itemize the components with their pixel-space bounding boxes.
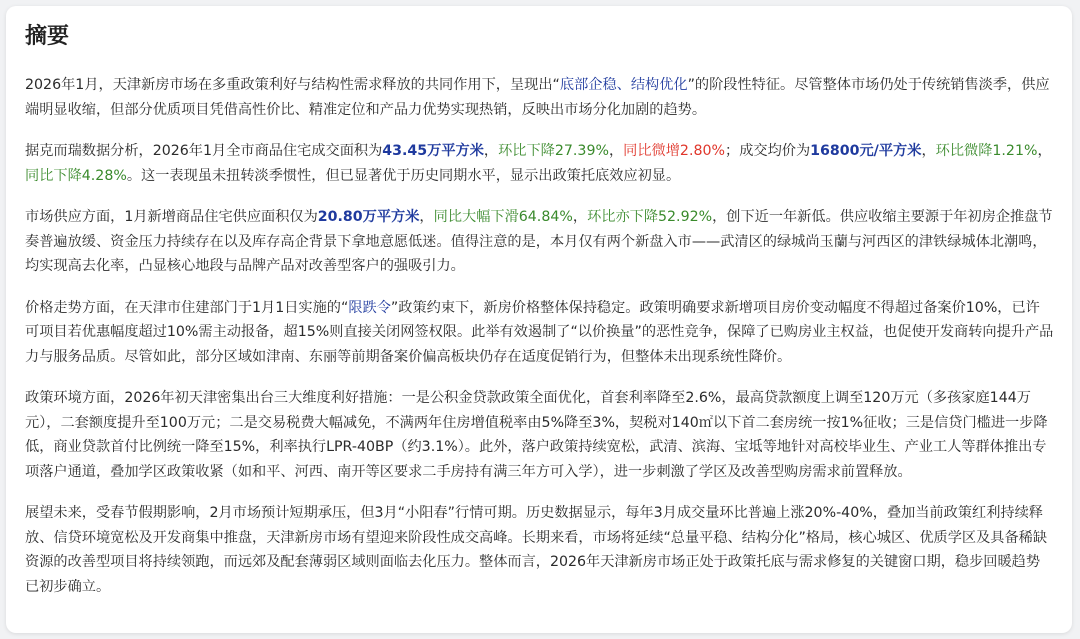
highlight-value: 16800元/平方米 [810, 143, 922, 159]
stat-decrease: 环比微降1.21% [935, 143, 1038, 159]
stat-increase: 同比微增2.80% [623, 143, 725, 159]
text-span: 2026年1月，天津新房市场在多重政策利好与结构性需求释放的共同作用下，呈现出“ [25, 77, 560, 93]
page-title: 摘要 [25, 24, 70, 49]
text-span: ， [1037, 143, 1052, 159]
text-span: ， [419, 209, 434, 225]
text-span: 政策环境方面，2026年初天津密集出台三大维度利好措施：一是公积金贷款政策全面优化，首套利率降至2.6%，最高贷款额度上调至120万元（多孩家庭144万元），二套额度提升至100万元；二是交易税费大幅减免，不满两年住房增值税率由5%降至3%，契税对140㎡以下首二套房统一按1%征收；三是信贷门槛进一步降低，商业贷款首付比例统一降至15%，利率执行LPR-40BP（约3.1%）。此外，落户政策持续宽松，武清、滨海、宝坻等地针对高校毕业生、产业工人等群体推出专项落户通道，叠加学区政策收紧（如和平、河西、南开等区要求二手房持有满三年方可入学），进一步刺激了学区及改善型购房需求前置释放。 [25, 390, 1048, 480]
highlight-keyword: 底部企稳、结构优化 [559, 77, 688, 93]
text-span: 据克而瑞数据分析，2026年1月全市商品住宅成交面积为 [25, 143, 383, 159]
paragraph-price [25, 296, 1054, 370]
paragraph-policy [25, 386, 1054, 484]
text-span: 。这一表现虽未扭转淡季惯性，但已显著优于历史同期水平，显示出政策托底效应初显。 [126, 167, 681, 184]
text-span: ；成交均价为 [725, 143, 811, 159]
text-span: 市场供应方面，1月新增商品住宅供应面积仅为 [25, 209, 318, 225]
paragraph-overview [25, 73, 1054, 122]
stat-decrease: 环比下降27.39% [498, 143, 609, 159]
paragraph-outlook [25, 501, 1054, 599]
stat-decrease: 同比下降4.28% [25, 167, 127, 184]
text-span: 展望未来，受春节假期影响，2月市场预计短期承压，但3月“小阳春”行情可期。历史数据显示，每年3月成交量环比普遍上涨20%-40%，叠加当前政策红利持续释放、信贷环境宽松及开发商集中推盘，天津新房市场有望迎来阶段性成交高峰。长期来看，市场将延续“总量平稳、结构分化”格局，核心城区、优质学区及具备稀缺资源的改善型项目将持续领跑，而远郊及配套薄弱区域则面临去化压力。整体而言，2026年天津新房市场正处于政策托底与需求修复的关键窗口期，稳步回暖趋势已初步确立。 [25, 505, 1048, 595]
summary-card [6, 6, 1072, 633]
stat-decrease: 同比大幅下滑64.84% [433, 209, 573, 225]
text-span: ，创下近一年新低。供应收缩主要源于年初房企推盘节奏普遍放缓、资金压力持续存在以及库存高企背景下拿地意愿低迷。值得注意的是，本月仅有两个新盘入市——武清区的绿城尚玉蘭与河西区的津铁绿城体北潮鸣，均实现高去化率，凸显核心地段与品牌产品对改善型客户的强吸引力。 [25, 209, 1053, 274]
text-span: ， [921, 143, 936, 159]
text-span: ”的阶段性特征。尽管整体市场仍处于传统销售淡季，供应端明显收缩，但部分优质项目凭借高性价比、精准定位和产品力优势实现热销，反映出市场分化加剧的趋势。 [25, 77, 1050, 118]
text-span: ， [572, 209, 588, 225]
highlight-keyword: 限跌令 [348, 299, 391, 316]
paragraph-supply [25, 205, 1054, 279]
paragraph-transactions [25, 139, 1054, 188]
stat-decrease: 环比亦下降52.92% [587, 209, 713, 225]
text-span: 价格走势方面，在天津市住建部门于1月1日实施的“ [25, 299, 349, 316]
text-span: ， [483, 143, 499, 159]
highlight-value: 20.80万平方米 [317, 209, 420, 225]
highlight-value: 43.45万平方米 [382, 143, 484, 159]
text-span: ”政策约束下，新房价格整体保持稳定。政策明确要求新增项目房价变动幅度不得超过备案价10%，已许可项目若优惠幅度超过10%需主动报备，超15%则直接关闭网签权限。此举有效遏制了“以价换量”的恶性竞争，保障了已购房业主权益，也促使开发商转向提升产品力与服务品质。尽管如此，部分区域如津南、东丽等前期备案价偏高板块仍存在适度促销行为，但整体未出现系统性降价。 [25, 299, 1054, 365]
text-span: ， [608, 143, 624, 159]
